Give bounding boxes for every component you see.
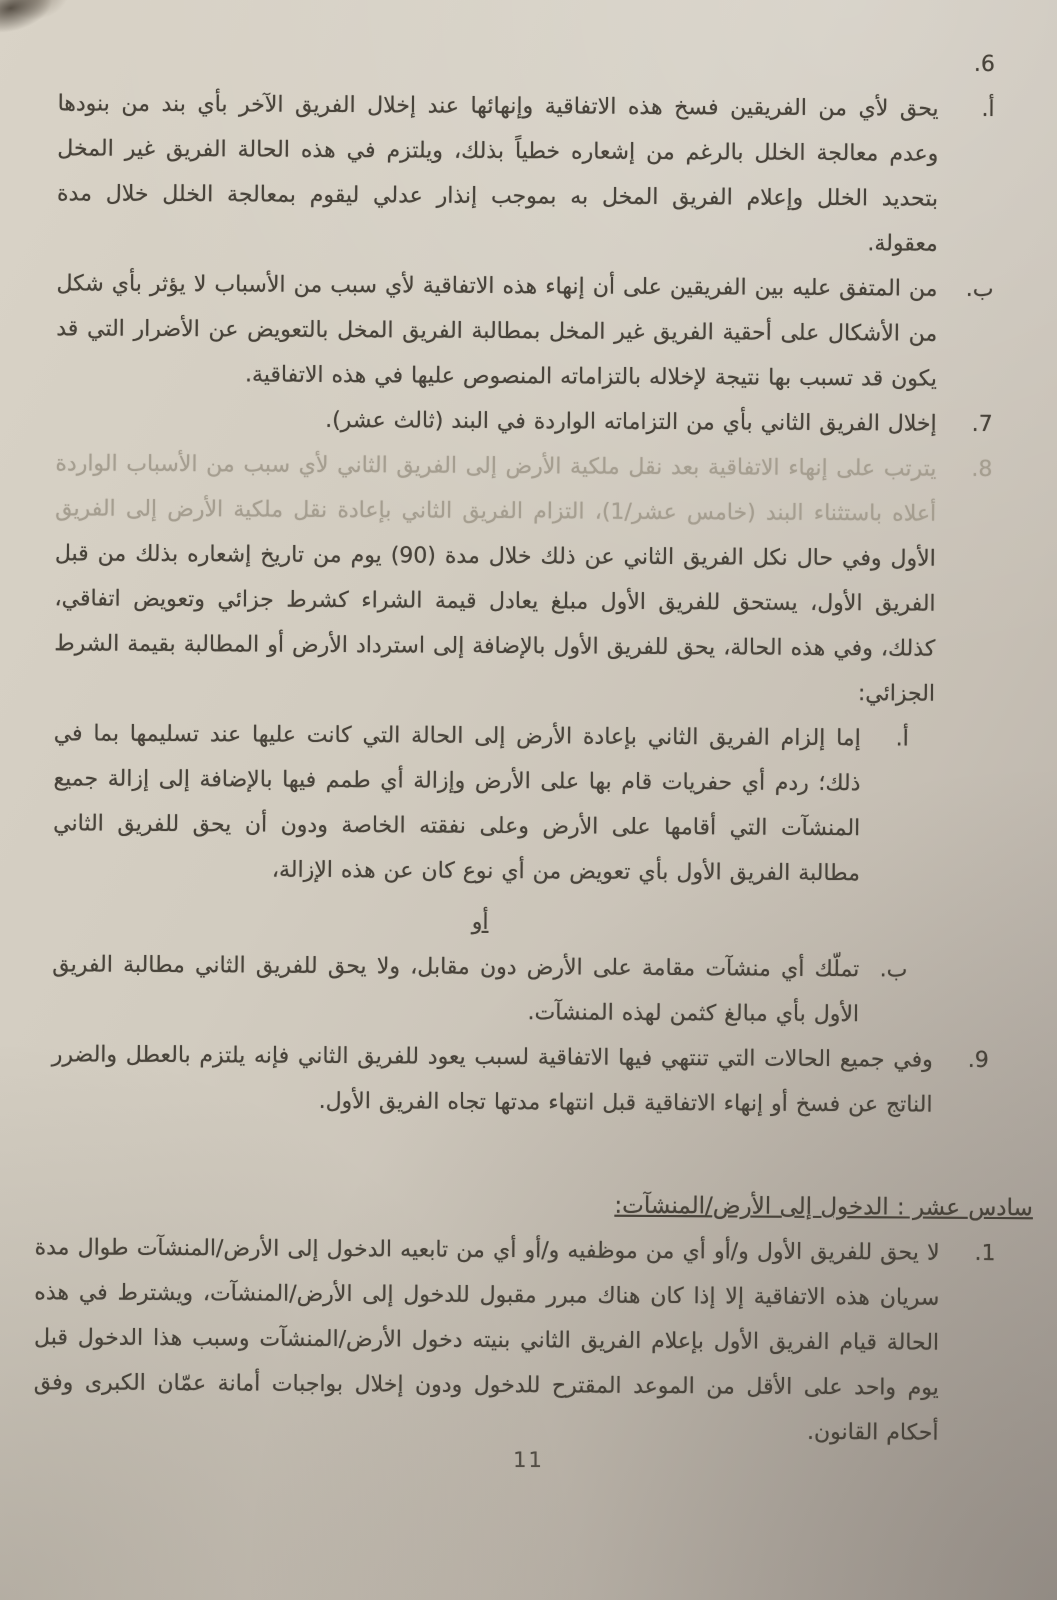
section-16-clause-1-text: لا يحق للفريق الأول و/أو أي من موظفيه و/أو أي من تابعيه الدخول إلى الأرض/المنشآت طوال مدة سريان هذه الاتفاقية إلا إذا كان هناك مبرر مقبول للدخول إلى الأرض/المنشآت، ويشترط في هذه الحالة قيام الفريق الأول بإعلام الفريق الثاني بنيته دخول الأرض/المنشآت وسبب هذا الدخول قبل يوم واحد على الأقل من الموعد المقترح للدخول ودون إخلال بواجبات أمانة عمّان الكبرى وفق أحكام القانون. (33, 1235, 940, 1446)
clause-8-faded-text: يترتب على إنهاء الاتفاقية بعد نقل ملكية الأرض إلى الفريق الثاني لأي سبب من الأسباب الواردة أعلاه باستثناء البند (خامس عشر/1)، التزام الفريق الثاني بإعادة نقل ملكية الأرض إلى الفريق (55, 451, 937, 527)
clause-6-number: 6. (973, 51, 995, 77)
clause-6b (56, 261, 994, 402)
page-number: 11 (513, 1448, 544, 1472)
clause-8-text (54, 441, 937, 716)
clause-8b (52, 942, 908, 1037)
section-16-clause-1 (33, 1225, 995, 1456)
clause-6-text (58, 36, 939, 41)
clause-7 (56, 396, 993, 447)
clause-8a-text: إما إلزام الفريق الثاني بإعادة الأرض إلى الحالة التي كانت عليها عند تسليمها بما في ذلك؛ ردم أي حفريات قام بها على الأرض وإزالة أي طمم فيها بالإضافة إلى إزالة جميع المنشآت التي أقامها على الأرض وعلى نفقته الخاصة ودون أن يحق للفريق الثاني مطالبة الفريق الأول بأي تعويض من أي نوع كان عن هذه الإزالة، (53, 721, 861, 887)
or-separator-label: أو (471, 909, 489, 935)
section-16-clause-1-number: 1. (974, 1240, 996, 1267)
or-separator (52, 897, 907, 947)
clause-8a (53, 711, 909, 896)
clause-7-text: إخلال الفريق الثاني بأي من التزاماته الواردة في البند (ثالث عشر). (325, 407, 937, 437)
clause-8a-letter: أ. (895, 726, 909, 752)
clause-6a-letter: أ. (981, 96, 995, 122)
clause-6b-text: من المتفق عليه بين الفريقين على أن إنهاء هذه الاتفاقية لأي سبب من الأسباب لا يؤثر بأي شكل من الأشكال على أحقية الفريق غير المخل بمطالبة الفريق المخل بالتعويض عن الأضرار التي قد يكون قد تسبب بها نتيجة لإخلاله بالتزاماته المنصوص عليها في هذه الاتفاقية. (56, 271, 938, 392)
clause-8b-letter: ب. (879, 957, 908, 983)
section-16-heading: سادس عشر : الدخول إلى الأرض/المنشآت: (614, 1192, 1033, 1222)
clause-9-number: 9. (967, 1047, 989, 1073)
clause-6b-letter: ب. (965, 276, 994, 302)
document-body (33, 36, 1033, 1456)
clause-6 (58, 36, 995, 87)
clause-7-number: 7. (971, 411, 993, 437)
clause-9-text: وفي جميع الحالات التي تنتهي فيها الاتفاقية لسبب يعود للفريق الثاني فإنه يلتزم بالعطل والضرر الناتج عن فسخ أو إنهاء الاتفاقية قبل انتهاء مدتها تجاه الفريق الأول. (51, 1042, 933, 1118)
clause-6a (57, 81, 995, 267)
clause-8b-text: تملّك أي منشآت مقامة على الأرض دون مقابل، ولا يحق للفريق الثاني مطالبة الفريق الأول بأي مبالغ كثمن لهذه المنشآت. (52, 952, 860, 1028)
clause-8 (54, 441, 993, 717)
clause-8-number: 8. (971, 456, 993, 482)
clause-6a-text: يحق لأي من الفريقين فسخ هذه الاتفاقية وإنهائها عند إخلال الفريق الآخر بأي بند من بنودها وعدم معالجة الخلل بالرغم من إشعاره خطياً بذلك، ويلتزم في هذه الحالة الفريق غير المخل بتحديد الخلل وإعلام الفريق المخل به بموجب إنذار عدلي ليقوم بمعالجة الخلل خلال مدة معقولة. (56, 91, 939, 257)
clause-9 (51, 1032, 989, 1128)
clause-8-rest-text: الأول وفي حال نكل الفريق الثاني عن ذلك خلال مدة (90) يوم من تاريخ إشعاره بذلك من قبل الفريق الأول، يستحق للفريق الأول مبلغ يعادل قيمة الشراء كشرط جزائي وتعويض اتفاقي، كذلك، وفي هذه الحالة، يحق للفريق الأول بالإضافة إلى استرداد الأرض أو المطالبة بقيمة الشرط الجزائي: (54, 541, 936, 707)
